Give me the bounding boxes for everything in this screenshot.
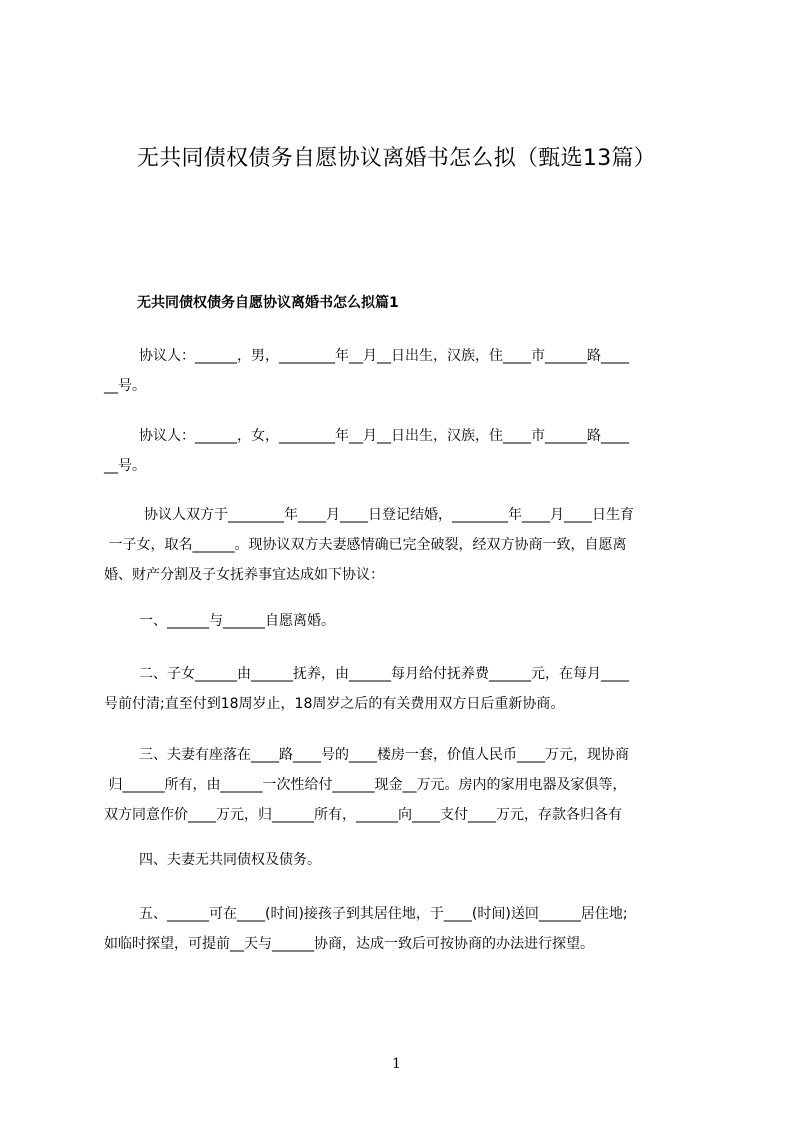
paragraph-line: __号。 xyxy=(104,458,146,474)
paragraph-clause-5 xyxy=(104,899,706,959)
paragraph-clause-1 xyxy=(104,606,706,636)
paragraph-line: 五、______可在____(时间)接孩子到其居住地，于____(时间)送回______居住地; xyxy=(139,906,628,922)
paragraph-line: 婚、财产分割及子女抚养事宜达成如下协议： xyxy=(104,567,384,583)
paragraph-marriage-info xyxy=(104,500,706,590)
paragraph-line: 一、______与______自愿离婚。 xyxy=(139,613,335,629)
paragraph-line: 四、夫妻无共同债权及债务。 xyxy=(139,852,321,868)
paragraph-clause-3 xyxy=(104,740,706,830)
paragraph-party-female xyxy=(104,421,706,481)
paragraph-party-male xyxy=(104,341,706,401)
paragraph-line: 一子女，取名______。现协议双方夫妻感情确已完全破裂，经双方协商一致，自愿离 xyxy=(104,537,627,553)
document-title: 无共同债权债务自愿协议离婚书怎么拟（甄选13篇） xyxy=(136,146,657,171)
paragraph-line: __号。 xyxy=(104,378,146,394)
paragraph-clause-4 xyxy=(104,845,706,875)
paragraph-line: 二、子女______由______抚养，由______每月给付抚养费______元，在每月____ xyxy=(139,666,629,682)
paragraph-line: 协议人：______，女，________年__月__日出生，汉族，住____市______路____ xyxy=(139,428,629,444)
paragraph-clause-2 xyxy=(104,659,706,719)
section-heading: 无共同债权债务自愿协议离婚书怎么拟篇1 xyxy=(137,295,399,311)
paragraph-line: 归______所有，由______一次性给付______现金__万元。房内的家用电器及家俱等， xyxy=(104,777,627,793)
paragraph-line: 如临时探望，可提前__天与______协商，达成一致后可按协商的办法进行探望。 xyxy=(104,936,594,952)
paragraph-line: 协议人双方于________年____月____日登记结婚，________年____月____日生育 xyxy=(144,507,634,523)
paragraph-line: 三、夫妻有座落在____路____号的____楼房一套，价值人民币____万元，现协商 xyxy=(139,747,629,763)
paragraph-line: 协议人：______，男，________年__月__日出生，汉族，住____市______路____ xyxy=(139,348,629,364)
paragraph-line: 双方同意作价____万元，归______所有，______向____支付____万元，存款各归各有 xyxy=(104,807,622,823)
paragraph-line: 号前付清;直至付到18周岁止，18周岁之后的有关费用双方日后重新协商。 xyxy=(104,696,565,712)
page-number: 1 xyxy=(392,1056,401,1072)
